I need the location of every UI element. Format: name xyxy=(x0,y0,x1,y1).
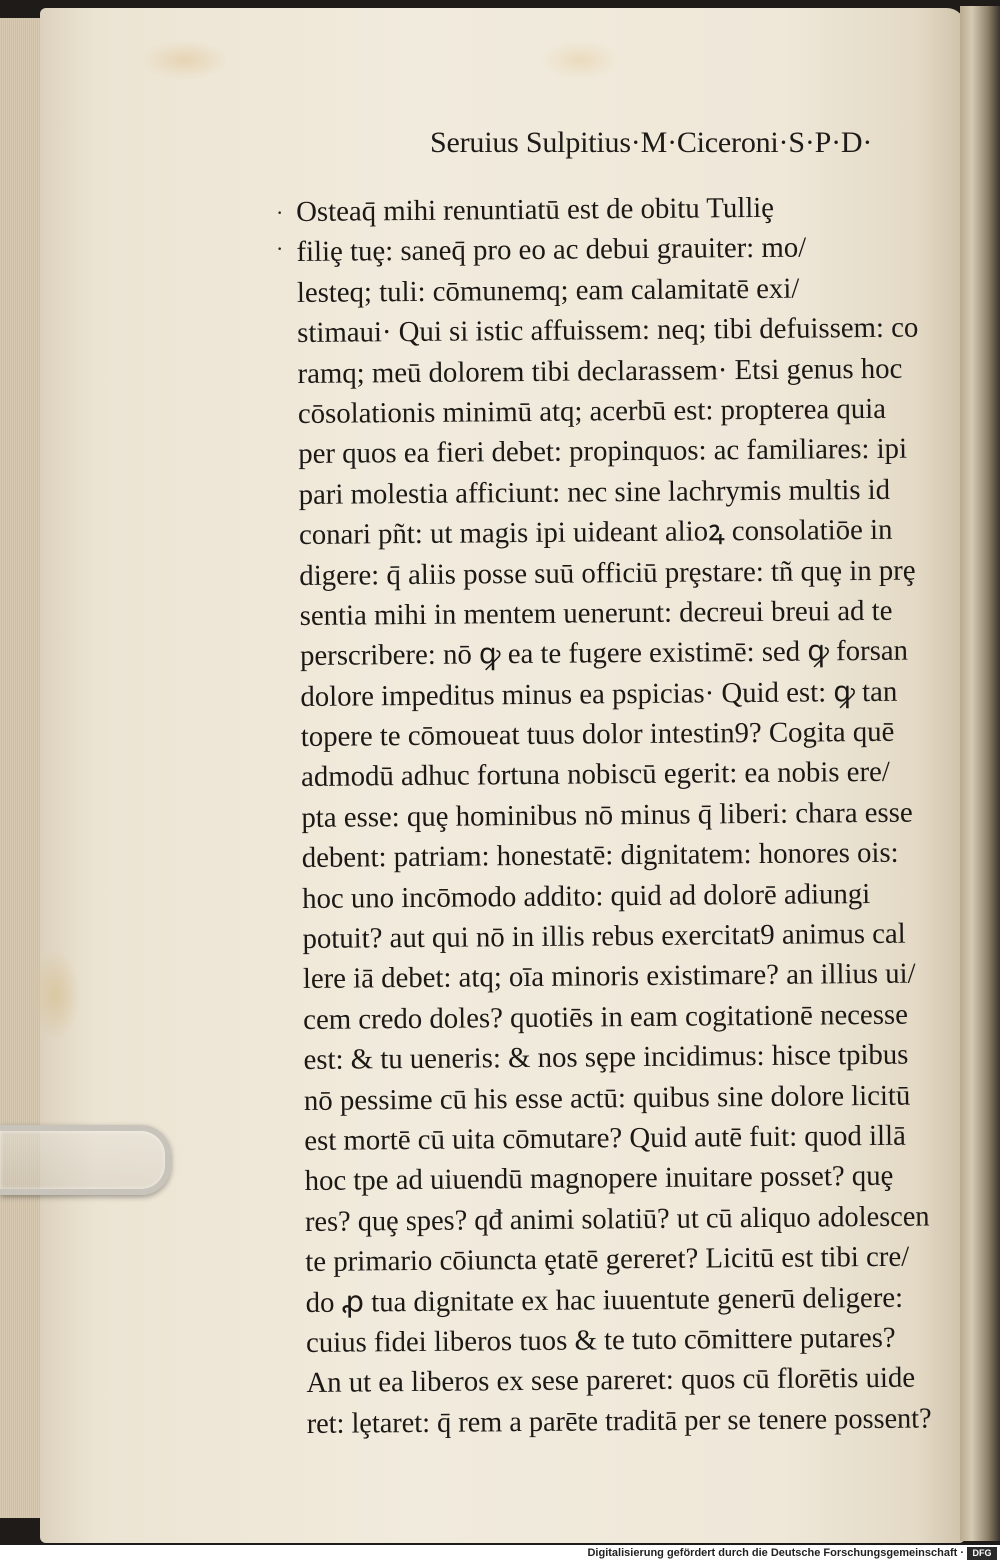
text-line: hoc tpe ad uiuendū magnopere inuitare posset? quȩ xyxy=(304,1160,894,1198)
text-line: res? quȩ spes? qđ animi solatiū? ut cū aliquo adolescen xyxy=(304,1200,930,1238)
text-line: pari molestia afficiunt: nec sine lachrymis multis id xyxy=(298,473,891,511)
gutter-shadow xyxy=(960,6,1000,1541)
text-line: per quos ea fieri debet: propinquos: ac familiares: ipi xyxy=(298,433,908,471)
text-line: conari pñt: ut magis ipi uideant alioꝝ consolatiōe in xyxy=(298,513,893,552)
text-line: stimaui· Qui si istic affuissem: neq; tibi defuissem: co xyxy=(297,311,919,350)
body-text xyxy=(296,187,937,1445)
text-line: potuit? aut qui nō in illis rebus exercitat9 animus cal xyxy=(302,917,906,956)
paper-clip xyxy=(0,1125,171,1195)
text-line: Osteaq̄ mihi renuntiatū est de obitu Tulliȩ xyxy=(296,191,775,228)
text-line: est: & tu ueneris: & nos sȩpe incidimus: hisce tpibus xyxy=(303,1038,909,1077)
text-line: sentia mihi in mentem uenerunt: decreui breui ad te xyxy=(299,594,893,632)
margin-mark: · xyxy=(276,236,284,261)
text-line: admodū adhuc fortuna nobiscū egerit: ea nobis ere/ xyxy=(300,756,890,794)
text-line: ret: lȩtaret: q̄ rem a parēte traditā per se tenere possent? xyxy=(306,1402,932,1440)
text-line: digere: q̄ aliis posse suū officiū prȩstare: tñ quȩ in prȩ xyxy=(299,554,916,592)
text-line: cōsolationis minimū atq; acerbū est: propterea quia xyxy=(297,392,887,430)
paper-stain xyxy=(540,40,620,80)
text-line: est mortē cū uita cōmutare? Quid autē fuit: quod illā xyxy=(304,1119,906,1157)
paper-stain xyxy=(30,950,80,1040)
text-line: debent: patriam: honestatē: dignitatem: honores ois: xyxy=(301,837,899,875)
funding-credit: Digitalisierung gefördert durch die Deutsche Forschungsgemeinschaft · xyxy=(587,1547,964,1559)
text-line: pta esse: quȩ hominibus nō minus q̄ liberi: chara esse xyxy=(301,796,913,834)
text-line: lere iā debet: atq; oīa minoris existimare? an illius ui/ xyxy=(302,958,916,996)
footer-bar xyxy=(0,1545,1000,1562)
text-line: filiȩ tuȩ: saneq̄ pro eo ac debui grauiter: mo/ xyxy=(296,231,807,269)
text-line: ramq; meū dolorem tibi declarassem· Etsi genus hoc xyxy=(297,352,903,390)
text-line: perscribere: nō ꝙ ea te fugere existimē: sed ꝙ forsan xyxy=(299,634,909,673)
text-line: An ut ea liberos ex sese pareret: quos cū florētis uide xyxy=(306,1361,916,1400)
margin-mark: · xyxy=(276,200,284,225)
text-line: te primario cōiuncta ȩtatē gereret? Licitū est tibi cre/ xyxy=(305,1240,910,1279)
text-line: dolore impeditus minus ea pspicias· Quid est: ꝙ tan xyxy=(300,675,898,713)
paper-stain xyxy=(140,40,230,80)
text-line: lesteq; tuli: cōmunemq; eam calamitatē exi/ xyxy=(296,272,800,309)
text-line: topere te cōmoueat tuus dolor intestin9? Cogita quē xyxy=(300,715,895,754)
text-line: do ꝓ tua dignitate ex hac iuuentute generū deligere: xyxy=(305,1281,904,1319)
text-line: cem credo doles? quotiēs in eam cogitationē necesse xyxy=(303,998,909,1036)
text-line: nō pessime cū his esse actū: quibus sine dolore licitū xyxy=(303,1079,911,1117)
page-heading: Seruius Sulpitius·M·Ciceroni·S·P·D· xyxy=(430,126,873,159)
dfg-logo: DFG xyxy=(967,1547,997,1560)
text-line: hoc uno incōmodo addito: quid ad dolorē adiungi xyxy=(302,877,871,915)
text-line: cuius fidei liberos tuos & te tuto cōmittere putares? xyxy=(305,1321,896,1359)
